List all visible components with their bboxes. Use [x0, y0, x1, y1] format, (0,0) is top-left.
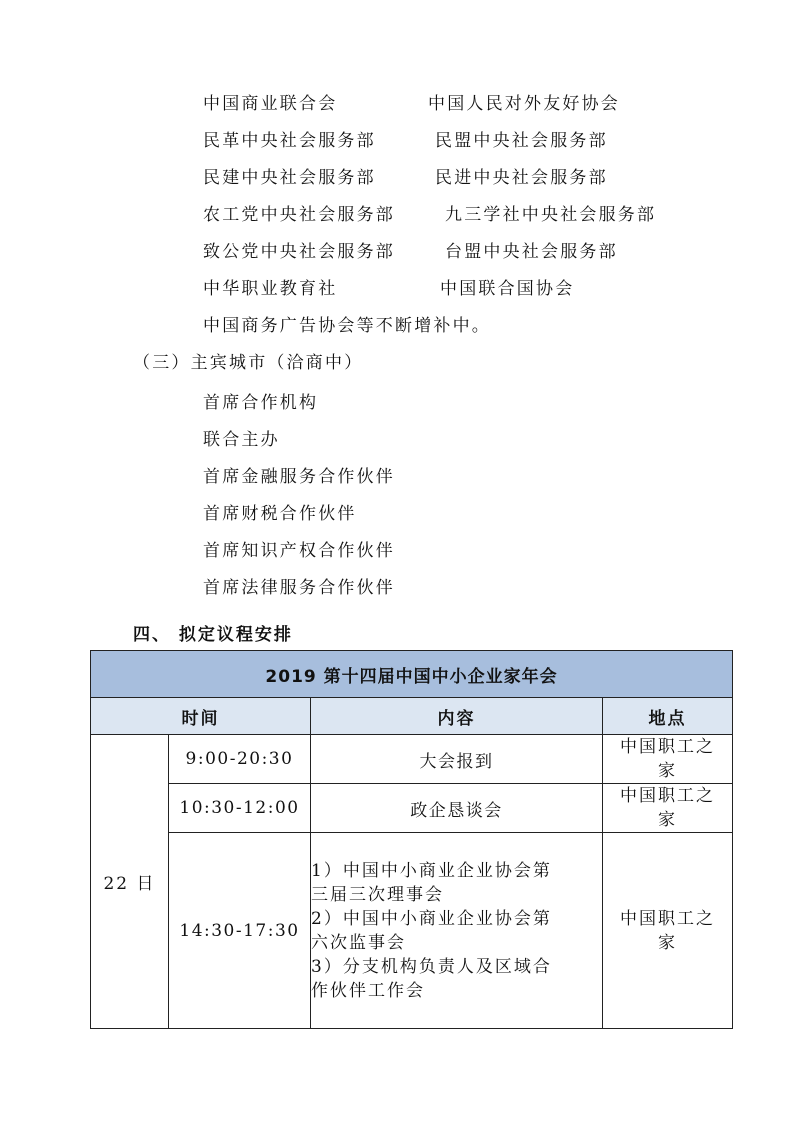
location-line: 家	[658, 761, 678, 781]
org-row	[203, 89, 620, 115]
section-3-item: 首席合作机构	[203, 393, 319, 413]
org-name-left: 民建中央社会服务部	[203, 168, 376, 188]
content-line: 六次监事会	[311, 932, 406, 953]
content-line: 作伙伴工作会	[311, 980, 425, 1001]
org-name-left: 致公党中央社会服务部	[203, 242, 395, 262]
org-name-right: 民进中央社会服务部	[435, 168, 608, 188]
time-cell: 9:00-20:30	[169, 735, 311, 784]
location-line: 中国职工之	[620, 908, 716, 929]
time-cell: 14:30-17:30	[169, 833, 311, 1029]
table-row	[91, 833, 733, 1029]
location-cell	[603, 735, 733, 784]
content-line: 政企恳谈会	[410, 800, 503, 821]
org-row	[203, 126, 608, 152]
org-row	[203, 163, 608, 189]
org-name-left: 农工党中央社会服务部	[203, 205, 395, 225]
content-line: 1）中国中小商业企业协会第	[311, 860, 552, 881]
day-cell: 22 日	[91, 735, 169, 1029]
header-time: 时间	[91, 698, 311, 735]
content-line: 2）中国中小商业企业协会第	[311, 908, 552, 929]
location-line: 中国职工之	[620, 786, 716, 806]
org-row	[203, 237, 618, 263]
table-row	[91, 735, 733, 784]
content-line: 3）分支机构负责人及区域合	[311, 956, 552, 977]
table-row	[91, 784, 733, 833]
location-cell	[603, 784, 733, 833]
section-3-item: 首席知识产权合作伙伴	[203, 541, 395, 561]
content-cell	[311, 784, 603, 833]
header-content: 内容	[311, 698, 603, 735]
content-line: 大会报到	[419, 751, 494, 772]
org-name-left: 民革中央社会服务部	[203, 131, 376, 151]
agenda-table	[90, 650, 733, 1029]
location-line: 家	[658, 810, 678, 830]
org-name-right: 台盟中央社会服务部	[445, 242, 618, 262]
org-name-right: 中国联合国协会	[440, 279, 575, 299]
org-name-left: 中国商业联合会	[203, 94, 338, 114]
org-row	[203, 274, 575, 300]
table-title-row	[91, 651, 733, 698]
section-3-item: 首席法律服务合作伙伴	[203, 578, 395, 598]
section-3-item: 首席财税合作伙伴	[203, 504, 357, 524]
org-row	[203, 200, 657, 226]
time-cell: 10:30-12:00	[169, 784, 311, 833]
section-3-item: 首席金融服务合作伙伴	[203, 467, 395, 487]
table-header-row	[91, 698, 733, 735]
table-title: 2019 第十四届中国中小企业家年会	[91, 651, 733, 698]
header-location: 地点	[603, 698, 733, 735]
section-3-item: 联合主办	[203, 430, 280, 450]
content-line: 三届三次理事会	[311, 884, 444, 905]
org-name-left: 中华职业教育社	[203, 279, 338, 299]
content-cell	[311, 735, 603, 784]
org-name-right: 九三学社中央社会服务部	[445, 205, 657, 225]
section-4-title: 四、 拟定议程安排	[133, 625, 293, 645]
section-3-title: （三）主宾城市（洽商中）	[133, 353, 364, 373]
location-line: 家	[658, 932, 678, 953]
org-list-tail: 中国商务广告协会等不断增补中。	[203, 316, 491, 336]
content-cell	[311, 833, 603, 1029]
location-line: 中国职工之	[620, 737, 716, 757]
org-name-right: 中国人民对外友好协会	[428, 94, 620, 114]
location-cell	[603, 833, 733, 1029]
org-name-right: 民盟中央社会服务部	[435, 131, 608, 151]
